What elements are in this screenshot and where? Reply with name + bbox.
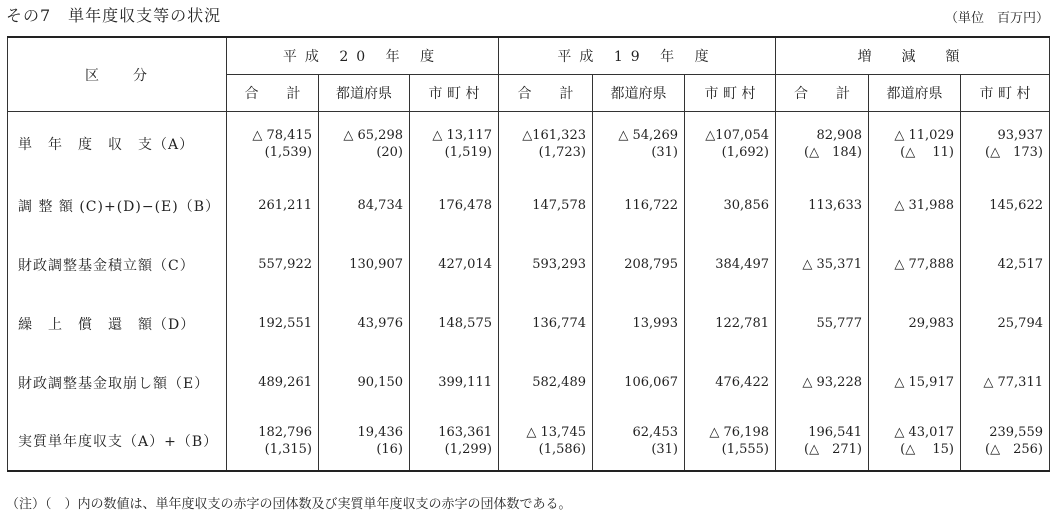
cell-value: 239,559 [989, 425, 1043, 440]
cell-count: (△ 11) [900, 145, 954, 160]
cell-count: (20) [376, 145, 403, 160]
table-cell [776, 294, 869, 353]
cell-value: △ 76,198 [709, 425, 769, 440]
table-cell [499, 235, 593, 294]
table-row [8, 235, 1050, 294]
cell-value: 55,777 [816, 316, 862, 331]
table-cell [227, 176, 319, 235]
subcol-header: 市 町 村 [961, 75, 1050, 112]
row-label: 調 整 額 (C)+(D)−(E)（B） [8, 176, 227, 235]
table-cell [685, 176, 776, 235]
table-cell [319, 353, 410, 412]
footnote: （注）（ ）内の数値は、単年度収支の赤字の団体数及び実質単年度収支の赤字の団体数である。 [6, 497, 572, 512]
table-cell [593, 176, 685, 235]
cell-value: 582,489 [532, 375, 586, 390]
table-cell [227, 235, 319, 294]
cell-value: 399,111 [438, 375, 492, 390]
table-cell [869, 353, 961, 412]
subcol-header: 市 町 村 [410, 75, 499, 112]
subcol-header: 都道府県 [869, 75, 961, 112]
table-cell [319, 294, 410, 353]
table-cell [776, 353, 869, 412]
table-cell [961, 412, 1050, 471]
subcol-header: 都道府県 [319, 75, 410, 112]
cell-value: 557,922 [258, 257, 312, 272]
table-cell [961, 112, 1050, 177]
table-cell [685, 112, 776, 177]
table-cell [410, 176, 499, 235]
cell-value: △ 54,269 [618, 128, 678, 143]
table-cell [961, 176, 1050, 235]
cell-count: (31) [651, 442, 678, 457]
table-cell [410, 353, 499, 412]
cell-value: △161,323 [522, 128, 586, 143]
table-cell [685, 412, 776, 471]
group-header-h20: 平成 20 年 度 [227, 37, 499, 75]
cell-count: (16) [376, 442, 403, 457]
table-cell [593, 235, 685, 294]
table-row [8, 294, 1050, 353]
cell-value: 136,774 [532, 316, 586, 331]
cell-value: 196,541 [808, 425, 862, 440]
table-cell [319, 112, 410, 177]
group-header-change: 増 減 額 [776, 37, 1050, 75]
table-cell [869, 235, 961, 294]
cell-value: △ 93,228 [802, 375, 862, 390]
cell-value: 147,578 [532, 198, 586, 213]
cell-value: △ 15,917 [894, 375, 954, 390]
table-cell [227, 353, 319, 412]
cell-value: 476,422 [715, 375, 769, 390]
table-cell [776, 112, 869, 177]
cell-value: △ 65,298 [343, 128, 403, 143]
cell-value: 43,976 [357, 316, 403, 331]
cell-count: (△ 256) [985, 442, 1043, 457]
cell-value: 106,067 [624, 375, 678, 390]
cell-value: 130,907 [349, 257, 403, 272]
cell-count: (△ 15) [900, 442, 954, 457]
subcol-header: 合 計 [227, 75, 319, 112]
cell-value: 29,983 [908, 316, 954, 331]
table-cell [410, 112, 499, 177]
cell-value: 13,993 [632, 316, 678, 331]
cell-value: △ 31,988 [894, 198, 954, 213]
cell-count: (1,586) [538, 442, 586, 457]
category-header: 区 分 [8, 37, 227, 112]
table-cell [685, 353, 776, 412]
cell-value: 62,453 [632, 425, 678, 440]
table-cell [685, 235, 776, 294]
table-cell [685, 294, 776, 353]
cell-value: △ 77,888 [894, 257, 954, 272]
cell-value: 93,937 [997, 128, 1043, 143]
table-cell [961, 235, 1050, 294]
subcol-header: 合 計 [776, 75, 869, 112]
table-cell [499, 176, 593, 235]
cell-value: 42,517 [997, 257, 1043, 272]
cell-value: 261,211 [258, 198, 312, 213]
cell-value: 82,908 [816, 128, 862, 143]
table-row [8, 412, 1050, 471]
table-cell [227, 112, 319, 177]
table-cell [227, 294, 319, 353]
row-label: 財政調整基金取崩し額（E） [8, 353, 227, 412]
cell-count: (△ 173) [985, 145, 1043, 160]
cell-value: 182,796 [258, 425, 312, 440]
table-cell [869, 412, 961, 471]
cell-value: 113,633 [808, 198, 862, 213]
table-cell [410, 235, 499, 294]
cell-value: △ 13,117 [432, 128, 492, 143]
table-cell [593, 112, 685, 177]
table-cell [593, 353, 685, 412]
cell-value: 25,794 [997, 316, 1043, 331]
cell-value: 208,795 [624, 257, 678, 272]
cell-value: △ 77,311 [983, 375, 1043, 390]
cell-count: (1,299) [444, 442, 492, 457]
cell-value: △ 78,415 [252, 128, 312, 143]
fiscal-balance-table [7, 36, 1050, 472]
cell-value: 384,497 [715, 257, 769, 272]
cell-value: △ 35,371 [802, 257, 862, 272]
cell-count: (△ 271) [804, 442, 862, 457]
cell-value: 427,014 [438, 257, 492, 272]
cell-value: 122,781 [715, 316, 769, 331]
cell-value: 192,551 [258, 316, 312, 331]
table-cell [319, 176, 410, 235]
table-cell [776, 412, 869, 471]
table-row [8, 112, 1050, 177]
row-label: 財政調整基金積立額（C） [8, 235, 227, 294]
cell-value: △ 11,029 [894, 128, 954, 143]
table-cell [499, 112, 593, 177]
table-cell [961, 353, 1050, 412]
subcol-header: 市 町 村 [685, 75, 776, 112]
cell-value: 176,478 [438, 198, 492, 213]
cell-value: △107,054 [705, 128, 769, 143]
table-cell [319, 412, 410, 471]
cell-value: 84,734 [357, 198, 403, 213]
table-cell [776, 176, 869, 235]
cell-value: 116,722 [624, 198, 678, 213]
cell-count: (1,723) [538, 145, 586, 160]
table-cell [499, 412, 593, 471]
cell-value: 19,436 [357, 425, 403, 440]
table-cell [869, 176, 961, 235]
table-cell [499, 353, 593, 412]
subcol-header: 合 計 [499, 75, 593, 112]
cell-value: 148,575 [438, 316, 492, 331]
table-cell [869, 112, 961, 177]
table-cell [499, 294, 593, 353]
cell-value: 30,856 [723, 198, 769, 213]
cell-value: 90,150 [357, 375, 403, 390]
unit-label: （単位 百万円） [944, 11, 1049, 26]
cell-count: (1,539) [264, 145, 312, 160]
cell-value: △ 43,017 [894, 425, 954, 440]
row-label: 単 年 度 収 支（A） [8, 112, 227, 177]
row-label: 実質単年度収支（A）+（B） [8, 412, 227, 471]
subcol-header: 都道府県 [593, 75, 685, 112]
table-cell [961, 294, 1050, 353]
table-row [8, 353, 1050, 412]
cell-value: △ 13,745 [526, 425, 586, 440]
page-title: その7 単年度収支等の状況 [6, 6, 222, 25]
table-cell [593, 412, 685, 471]
cell-value: 593,293 [532, 257, 586, 272]
cell-value: 489,261 [258, 375, 312, 390]
group-header-h19: 平成 19 年 度 [499, 37, 776, 75]
cell-count: (1,315) [264, 442, 312, 457]
table-row [8, 176, 1050, 235]
cell-count: (△ 184) [804, 145, 862, 160]
table-cell [410, 412, 499, 471]
cell-count: (1,692) [721, 145, 769, 160]
table-cell [776, 235, 869, 294]
cell-count: (31) [651, 145, 678, 160]
cell-value: 163,361 [438, 425, 492, 440]
table-cell [410, 294, 499, 353]
table-cell [319, 235, 410, 294]
cell-value: 145,622 [989, 198, 1043, 213]
table-cell [227, 412, 319, 471]
table-cell [593, 294, 685, 353]
cell-count: (1,519) [444, 145, 492, 160]
cell-count: (1,555) [721, 442, 769, 457]
table-cell [869, 294, 961, 353]
row-label: 繰 上 償 還 額（D） [8, 294, 227, 353]
